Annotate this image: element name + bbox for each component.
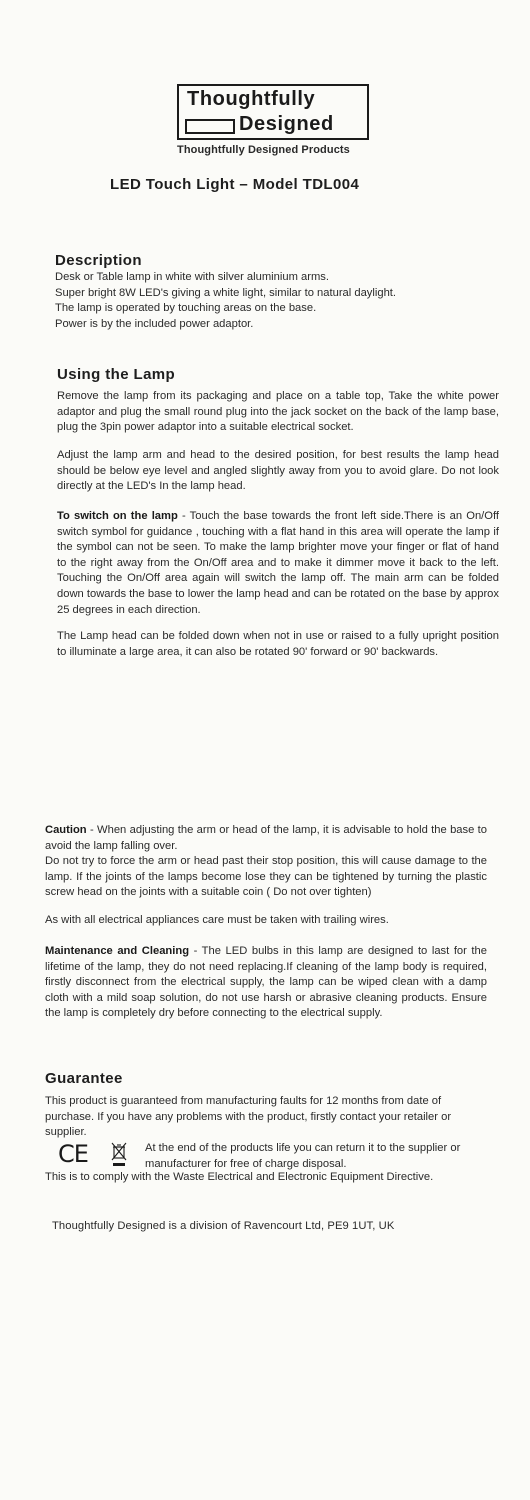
weee-paragraph: This is to comply with the Waste Electrical and Electronic Equipment Directive. <box>45 1171 434 1183</box>
caution-paragraph <box>45 823 487 854</box>
maintenance-text: - The LED bulbs in this lamp are designed to last for the lifetime of the lamp, they do not need replacing.If cleaning of the lamp body is required, firstly disconnect from the electrical supply, the lamp can be wiped clean with a damp cloth with a mild soap solution, do not use harsh or abrasive cleaning products. Ensure the lamp is completely dry before connecting to the electrical supply. <box>45 945 487 1020</box>
description-line: The lamp is operated by touching areas on the base. <box>55 302 317 315</box>
switch-on-text: - Touch the base towards the front left side.There is an On/Off switch symbol for guidance , touching with a flat hand in this area will operate the lamp if the symbol can not be seen. To make the lamp brighter move your finger or flat of hand to the right away from the On/Off area and to make it dimmer move it back to the left. Touching the On/Off area again will switch the lamp off. The main arm can be folded down towards the base to lower the lamp head and can be rotated on the base by approx 25 degrees in each direction. <box>57 510 499 616</box>
logo-text-line2: Designed <box>239 113 334 135</box>
maintenance-paragraph <box>45 944 487 1022</box>
description-line: Desk or Table lamp in white with silver aluminium arms. <box>55 271 329 283</box>
maintenance-label: Maintenance and Cleaning <box>45 945 190 957</box>
disposal-paragraph: At the end of the products life you can return it to the supplier or manufacturer for free of charge disposal. <box>145 1142 461 1170</box>
caution-text: - When adjusting the arm or head of the lamp, it is advisable to hold the base to avoid the lamp falling over. <box>45 824 487 852</box>
caution-wires-paragraph: As with all electrical appliances care must be taken with trailing wires. <box>45 914 389 926</box>
using-heading: Using the Lamp <box>57 366 176 383</box>
brand-logo <box>177 84 369 140</box>
switch-on-paragraph <box>57 509 499 618</box>
caution-force-paragraph: Do not try to force the arm or head past their stop position, this will cause damage to the lamp. If the joints of the lamps become lose they can be tightened by turning the plastic screw head on the joints with a suitable coin ( Do not over tighten) <box>45 855 487 899</box>
guarantee-paragraph: This product is guaranteed from manufacturing faults for 12 months from date of purchase. If you have any problems with the product, firstly contact your retailer or supplier. <box>45 1095 452 1139</box>
using-adjust-paragraph: Adjust the lamp arm and head to the desired position, for best results the lamp head should be below eye level and angled slightly away from you to avoid glare. Do not look directly at the LED's In the lamp head. <box>57 449 499 493</box>
crossed-out-bin-icon <box>108 1142 130 1168</box>
logo-subtitle: Thoughtfully Designed Products <box>177 144 350 156</box>
logo-rectangle-icon <box>185 119 235 134</box>
description-line: Power is by the included power adaptor. <box>55 317 254 330</box>
document-title: LED Touch Light – Model TDL004 <box>110 176 360 193</box>
using-setup-paragraph: Remove the lamp from its packaging and place on a table top, Take the white power adaptor and plug the small round plug into the jack socket on the back of the lamp base, plug the 3pin power adaptor into a suitable electrical socket. <box>57 390 499 434</box>
logo-text-line1: Thoughtfully <box>187 88 316 110</box>
description-body <box>55 270 505 332</box>
ce-mark-icon: CE <box>58 1140 88 1168</box>
company-footer: Thoughtfully Designed is a division of Ravencourt Ltd, PE9 1UT, UK <box>52 1220 395 1232</box>
caution-label: Caution <box>45 824 87 836</box>
description-line: Super bright 8W LED's giving a white light, similar to natural daylight. <box>55 286 397 299</box>
lamp-head-paragraph: The Lamp head can be folded down when not in use or raised to a fully upright position to illuminate a large area, it can also be rotated 90' forward or 90' backwards. <box>57 630 499 658</box>
description-heading: Description <box>55 252 142 269</box>
switch-on-label: To switch on the lamp <box>57 510 178 522</box>
guarantee-heading: Guarantee <box>45 1070 123 1087</box>
